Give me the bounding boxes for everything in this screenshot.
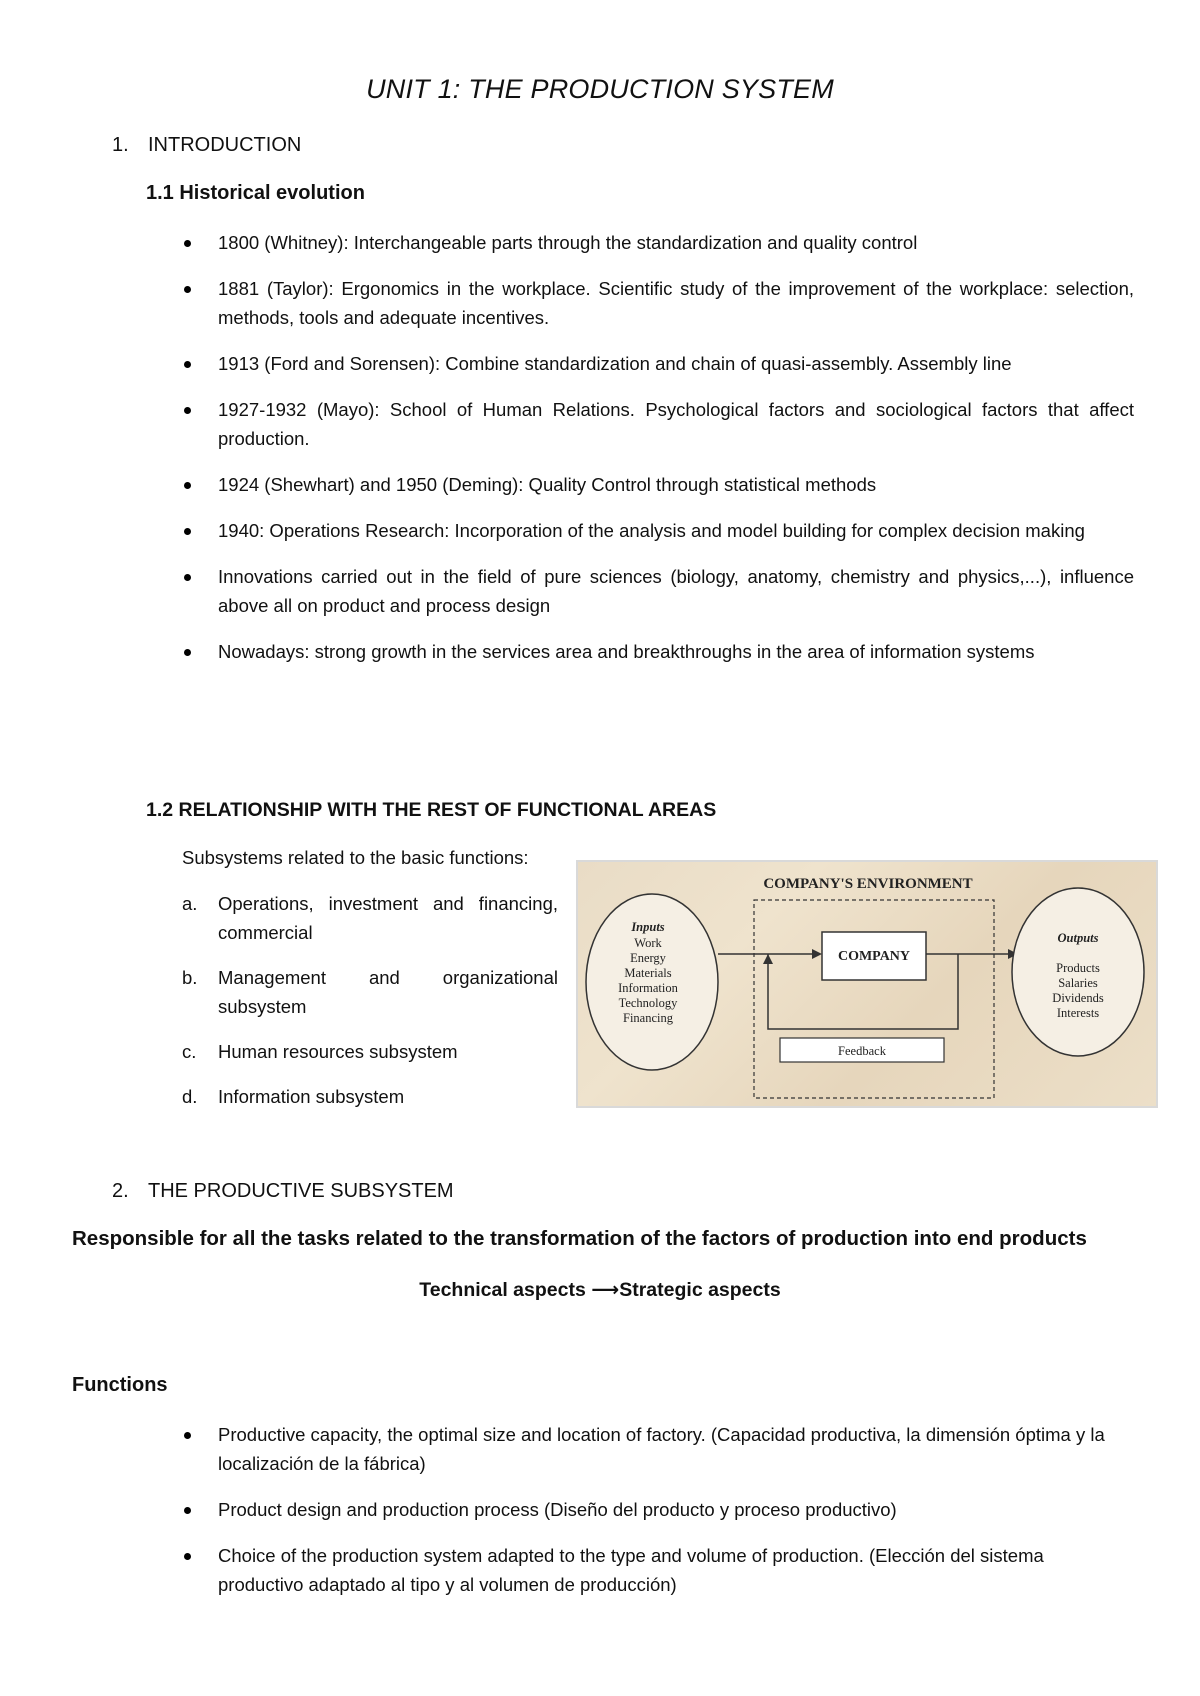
outputs-title: Outputs (1057, 931, 1099, 945)
functions-heading: Functions (72, 1374, 168, 1396)
list-item: Choice of the production system adapted to the type and volume of production. (Elección del sistema productivo adaptado al tipo y al volumen de producción) (218, 1541, 1134, 1599)
subsystems-intro: Subsystems related to the basic functions: (182, 847, 529, 868)
list-item: 1927-1932 (Mayo): School of Human Relations. Psychological factors and sociological factors that affect production. (218, 395, 1134, 453)
section-2-heading (112, 1180, 454, 1203)
diagram-heading: COMPANY'S ENVIRONMENT (763, 876, 973, 892)
subsystems-list (182, 889, 558, 1111)
aspects-line (0, 1278, 1200, 1302)
bullet-icon (184, 528, 191, 535)
list-item: 1913 (Ford and Sorensen): Combine standardization and chain of quasi-assembly. Assembly line (218, 349, 1134, 378)
company-environment-diagram (576, 860, 1158, 1108)
input-item: Materials (624, 966, 672, 980)
bullet-icon (184, 361, 191, 368)
list-item: 1940: Operations Research: Incorporation of the analysis and model building for complex decision making (218, 516, 1134, 545)
input-item: Energy (630, 951, 666, 965)
output-item: Salaries (1058, 976, 1098, 990)
subsection-1-2-heading: 1.2 RELATIONSHIP WITH THE REST OF FUNCTIONAL AREAS (146, 799, 717, 821)
section-2-statement: Responsible for all the tasks related to the transformation of the factors of production into end products (72, 1227, 1087, 1250)
history-list (218, 228, 1134, 666)
list-item: a. Operations, investment and financing, commercial (182, 893, 558, 943)
list-item: Product design and production process (Diseño del producto y proceso productivo) (218, 1495, 1134, 1524)
output-item: Interests (1056, 1006, 1100, 1020)
subsection-1-1-heading: 1.1 Historical evolution (146, 182, 365, 204)
input-item: Information (618, 981, 678, 995)
bullet-icon (184, 1507, 191, 1514)
section-2-number: 2. (112, 1180, 129, 1202)
arrow-right-icon: ⟶ (591, 1279, 620, 1301)
company-label: COMPANY (837, 949, 911, 964)
strategic-aspects: Strategic aspects (619, 1279, 781, 1301)
input-item: Technology (618, 996, 678, 1010)
technical-aspects: Technical aspects (419, 1279, 586, 1301)
list-item: d. Information subsystem (182, 1086, 405, 1107)
list-item: 1881 (Taylor): Ergonomics in the workplace. Scientific study of the improvement of the workplace: selection, methods, tools and adequate incentives. (218, 274, 1134, 332)
bullet-icon (184, 1432, 191, 1439)
bullet-icon (184, 240, 191, 247)
input-item: Financing (623, 1011, 673, 1025)
page-title: UNIT 1: THE PRODUCTION SYSTEM (366, 74, 834, 104)
bullet-icon (184, 649, 191, 656)
arrowhead-icon (812, 949, 822, 959)
input-item: Work (634, 936, 662, 950)
bullet-icon (184, 574, 191, 581)
bullet-icon (184, 286, 191, 293)
section-2-label: THE PRODUCTIVE SUBSYSTEM (148, 1180, 454, 1202)
diagram-canvas (578, 862, 1156, 1106)
bullet-icon (184, 407, 191, 414)
list-item: Productive capacity, the optimal size and location of factory. (Capacidad productiva, la dimensión óptima y la localización de la fábrica) (218, 1420, 1134, 1478)
list-item: Innovations carried out in the field of pure sciences (biology, anatomy, chemistry and physics,...), influence above all on product and process design (218, 562, 1134, 620)
section-1-label: INTRODUCTION (148, 134, 302, 156)
list-item: Nowadays: strong growth in the services area and breakthroughs in the area of information systems (218, 637, 1134, 666)
functions-list (218, 1420, 1134, 1599)
output-item: Products (1056, 961, 1100, 975)
list-item: c. Human resources subsystem (182, 1041, 458, 1062)
bullet-icon (184, 482, 191, 489)
feedback-label: Feedback (838, 1044, 886, 1058)
inputs-title: Inputs (631, 920, 665, 934)
section-1-heading (112, 134, 301, 157)
list-item: 1800 (Whitney): Interchangeable parts through the standardization and quality control (218, 228, 1134, 257)
bullet-icon (184, 1553, 191, 1560)
output-item: Dividends (1052, 991, 1104, 1005)
list-item: 1924 (Shewhart) and 1950 (Deming): Quality Control through statistical methods (218, 470, 1134, 499)
list-item: b. Management and organizational subsystem (182, 967, 558, 1017)
section-1-number: 1. (112, 134, 129, 156)
arrowhead-icon (763, 954, 773, 964)
